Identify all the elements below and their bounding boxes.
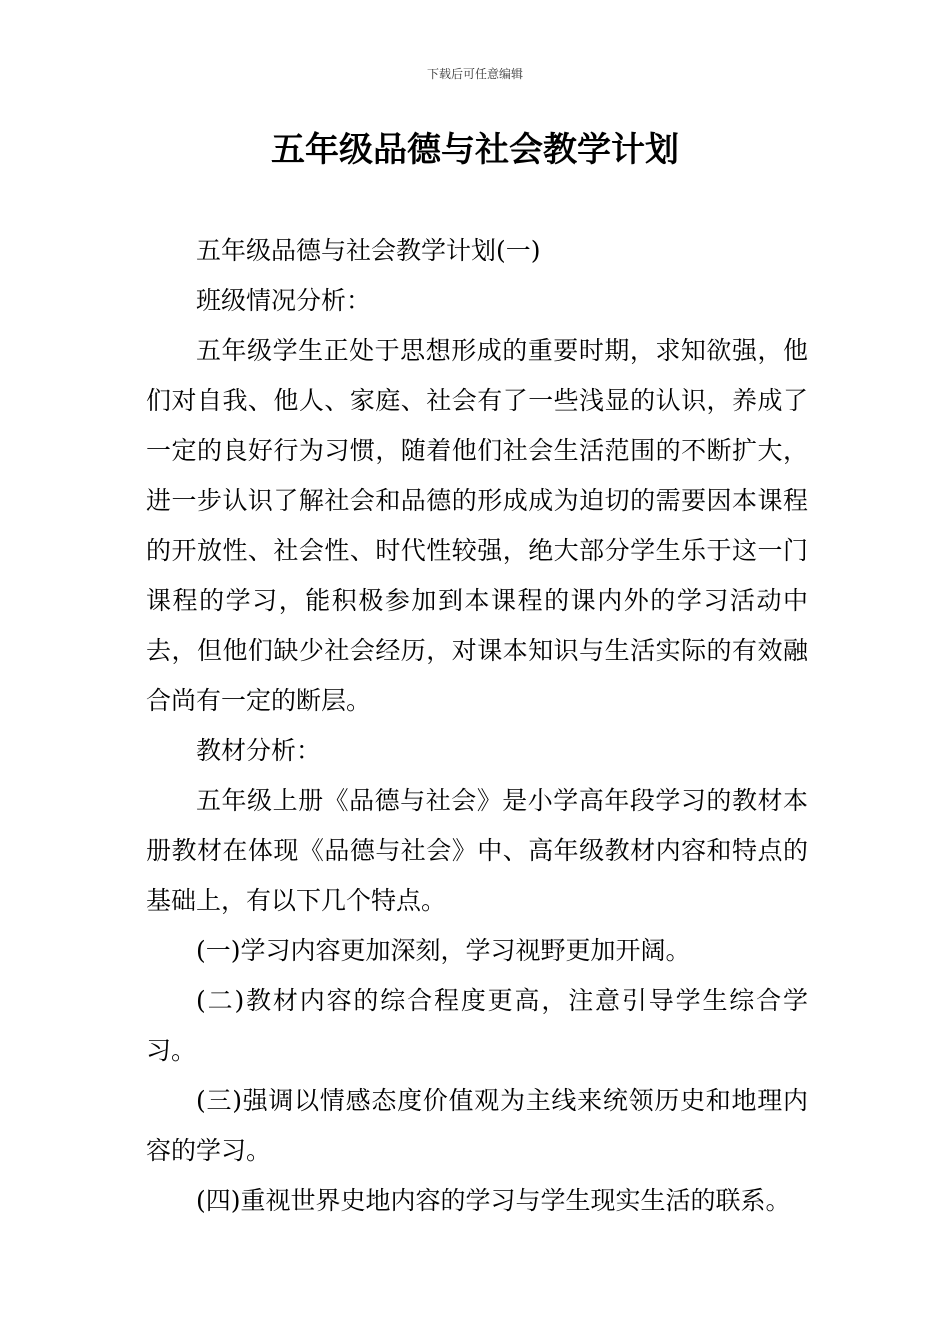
paragraph-textbook-analysis: 五年级上册《品德与社会》是小学高年段学习的教材本册教材在体现《品德与社会》中、高年级教材内容和特点的基础上，有以下几个特点。: [146, 786, 808, 915]
document-body: [146, 226, 808, 1226]
paragraph-textbook-analysis-heading: 教材分析：: [196, 736, 322, 765]
paragraph-class-analysis: 五年级学生正处于思想形成的重要时期，求知欲强，他们对自我、他人、家庭、社会有了一些浅显的认识，养成了一定的良好行为习惯，随着他们社会生活范围的不断扩大，进一步认识了解社会和品德的形成成为迫切的需要因本课程的开放性、社会性、时代性较强，绝大部分学生乐于这一门课程的学习，能积极参加到本课程的课内外的学习活动中去，但他们缺少社会经历，对课本知识与生活实际的有效融合尚有一定的断层。: [146, 336, 808, 715]
header-note: 下载后可任意编辑: [426, 67, 523, 81]
paragraph-subtitle: 五年级品德与社会教学计划(一): [196, 236, 541, 265]
paragraph-class-analysis-heading: 班级情况分析：: [196, 286, 372, 315]
paragraph-feature-3: (三)强调以情感态度价值观为主线来统领历史和地理内容的学习。: [146, 1086, 808, 1165]
paragraph-feature-2: (二)教材内容的综合程度更高，注意引导学生综合学习。: [146, 986, 808, 1065]
paragraph-feature-4: (四)重视世界史地内容的学习与学生现实生活的联系。: [196, 1186, 791, 1215]
document-title: 五年级品德与社会教学计划: [271, 130, 679, 170]
paragraph-feature-1: (一)学习内容更加深刻，学习视野更加开阔。: [196, 936, 691, 965]
